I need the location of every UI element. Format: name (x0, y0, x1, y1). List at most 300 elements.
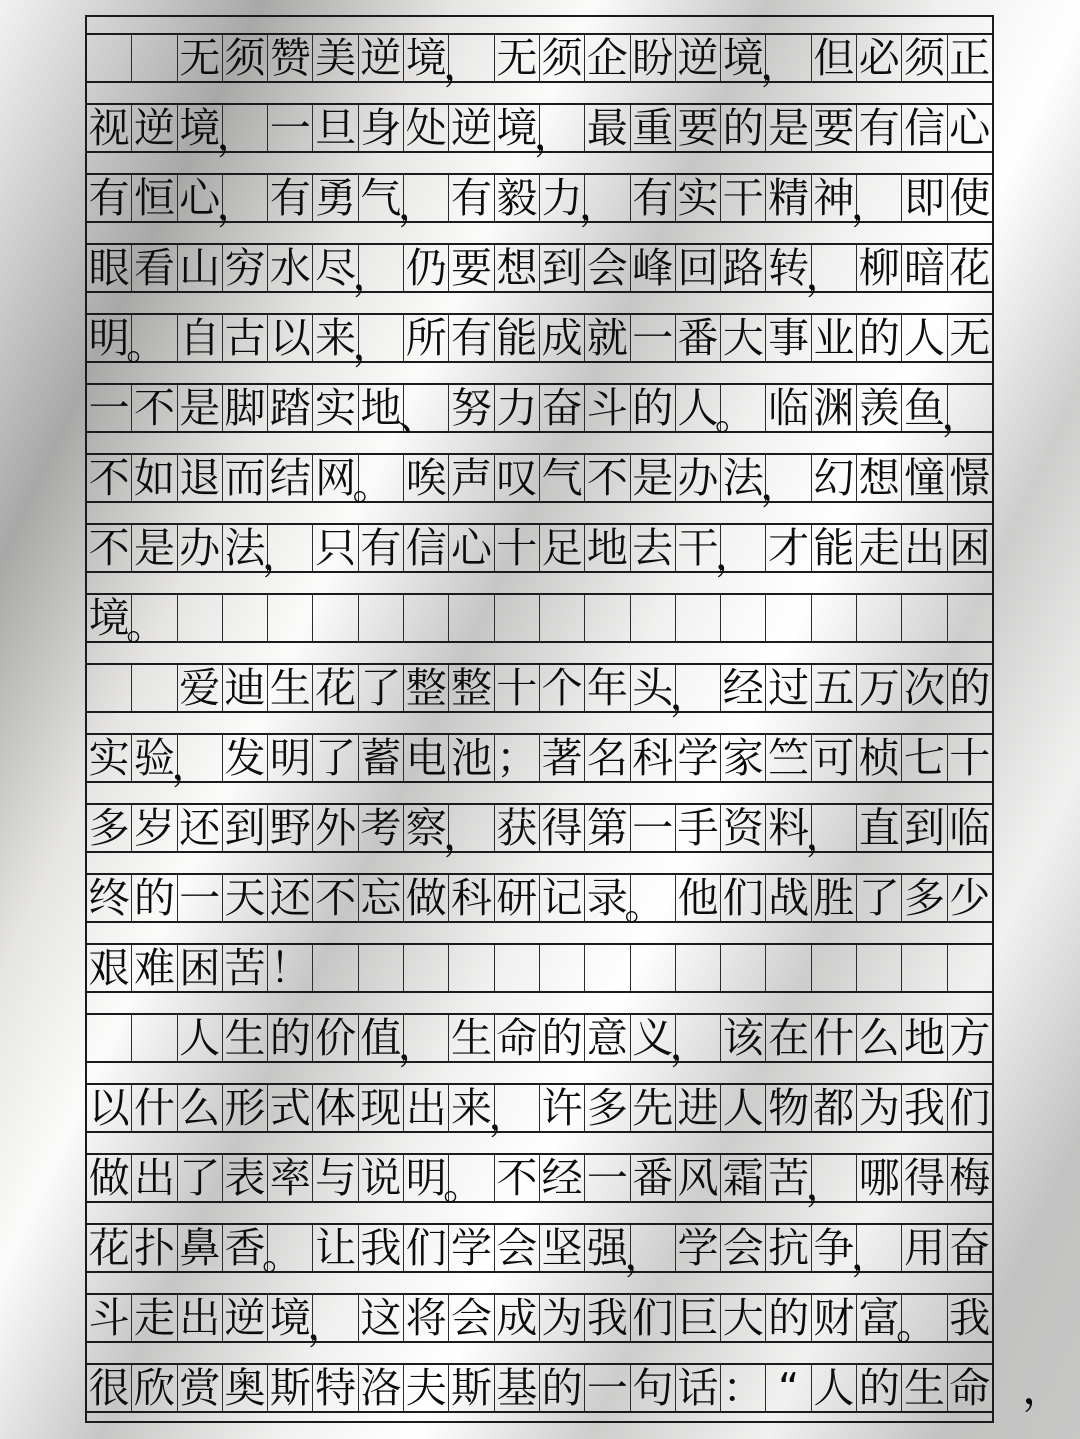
handwritten-character: 富 (858, 1294, 900, 1342)
grid-cell (397, 175, 449, 229)
handwritten-character: 斗 (586, 384, 628, 432)
handwritten-character: 池 (451, 734, 493, 782)
grid-cell (540, 455, 585, 501)
grid-cell (857, 945, 902, 991)
handwritten-character: 一 (632, 804, 674, 852)
grid-cell (812, 455, 857, 501)
grid-cell (404, 315, 449, 361)
grid-cell (261, 1225, 313, 1279)
grid-cell (766, 1015, 811, 1061)
handwritten-character: 旦 (315, 104, 357, 152)
grid-cell (495, 1365, 540, 1411)
handwritten-character: 信 (903, 104, 945, 152)
handwritten-character: ！ (269, 944, 311, 992)
grid-cell (449, 385, 494, 431)
handwritten-character: ， (578, 181, 620, 229)
grid-cell (449, 1225, 494, 1271)
grid-cell (495, 1015, 540, 1061)
handwritten-character: 不 (88, 454, 130, 502)
grid-cell (540, 245, 585, 291)
handwritten-character: 生 (903, 1364, 945, 1412)
grid-cell (676, 945, 721, 991)
handwritten-character: 句 (632, 1364, 674, 1412)
grid-cell (404, 1225, 449, 1271)
grid-cell (397, 1015, 449, 1069)
grid-cell (585, 1365, 630, 1411)
handwritten-character: 唉 (405, 454, 447, 502)
grid-cell (902, 1365, 947, 1411)
grid-cell (766, 1225, 811, 1271)
grid-cell (352, 455, 404, 509)
grid-cell (676, 175, 721, 221)
handwritten-character: 手 (677, 804, 719, 852)
handwritten-character: 不 (315, 874, 357, 922)
row-gap-band (87, 643, 992, 665)
handwritten-character: ， (352, 251, 394, 299)
handwritten-character: 抗 (768, 1224, 810, 1272)
handwritten-character: 境 (269, 1294, 311, 1342)
handwritten-character: 穷 (224, 244, 266, 292)
handwritten-character: 憬 (949, 454, 991, 502)
grid-cell (449, 595, 494, 641)
handwritten-character: 赏 (179, 1364, 221, 1412)
handwritten-character: 察 (405, 804, 447, 852)
handwritten-character: 们 (949, 1084, 991, 1132)
grid-cell (948, 175, 992, 221)
grid-cell (902, 525, 947, 571)
row-gap-band (87, 83, 992, 105)
grid-cell (631, 595, 676, 641)
grid-cell (87, 245, 132, 291)
grid-cell (766, 1085, 811, 1131)
handwritten-character: 逆 (224, 1294, 266, 1342)
handwritten-character: 这 (360, 1294, 402, 1342)
grid-cell (313, 1225, 358, 1271)
handwritten-character: 生 (451, 1014, 493, 1062)
handwritten-character: 得 (903, 1154, 945, 1202)
handwritten-character: 会 (722, 1224, 764, 1272)
grid-cell (359, 735, 404, 781)
handwritten-character: 风 (677, 1154, 719, 1202)
grid-cell (805, 245, 857, 299)
grid-cell (721, 735, 766, 781)
handwritten-character: 。 (125, 321, 167, 369)
handwritten-character: 科 (632, 734, 674, 782)
handwritten-character: 来 (315, 314, 357, 362)
grid-cell (585, 595, 630, 641)
handwritten-character: 到 (903, 804, 945, 852)
grid-cell (902, 1225, 947, 1271)
handwritten-character: 斯 (269, 1364, 311, 1412)
grid-cell (495, 1155, 540, 1201)
handwritten-character: 科 (451, 874, 493, 922)
grid-cell (178, 315, 223, 361)
grid-cell (313, 735, 358, 781)
composition-grid-paper (85, 15, 994, 1423)
handwritten-character: 巨 (677, 1294, 719, 1342)
handwritten-character: 香 (224, 1224, 266, 1272)
grid-cell (812, 385, 857, 431)
grid-cell (540, 1225, 585, 1271)
handwritten-character: 获 (496, 804, 538, 852)
grid-cell (721, 1225, 766, 1271)
grid-cell (449, 945, 494, 991)
grid-cell (676, 35, 721, 81)
handwritten-character: 地 (586, 524, 628, 572)
grid-cell (857, 35, 902, 81)
handwritten-character: 艰 (88, 944, 130, 992)
grid-cell (948, 945, 992, 991)
handwritten-character: 到 (541, 244, 583, 292)
grid-cell (766, 105, 811, 151)
grid-cell (624, 1225, 676, 1279)
handwritten-character: 什 (813, 1014, 855, 1062)
handwritten-character: 电 (405, 734, 447, 782)
grid-cell (223, 805, 268, 851)
handwritten-character: 成 (541, 314, 583, 362)
grid-cell (902, 875, 947, 921)
handwritten-character: 。 (443, 1161, 485, 1209)
handwritten-character: 料 (768, 804, 810, 852)
handwritten-character: 神 (813, 174, 855, 222)
grid-cell (449, 525, 494, 571)
handwritten-character: 很 (88, 1364, 130, 1412)
handwritten-character: ， (669, 671, 711, 719)
handwritten-character: 出 (405, 1084, 447, 1132)
handwritten-character: ， (216, 111, 258, 159)
grid-cell (812, 665, 857, 711)
grid-cell (495, 385, 540, 431)
handwritten-character: 使 (949, 174, 991, 222)
handwritten-character: 心 (949, 104, 991, 152)
grid-cell (223, 875, 268, 921)
handwritten-character: 是 (133, 524, 175, 572)
handwritten-character: 逆 (677, 34, 719, 82)
row-gap-band (87, 853, 992, 875)
handwritten-character: 幻 (813, 454, 855, 502)
handwritten-character: 的 (722, 104, 764, 152)
grid-cell (178, 945, 223, 991)
handwritten-character: 仍 (405, 244, 447, 292)
handwritten-character: 大 (722, 1294, 764, 1342)
grid-cell (948, 735, 992, 781)
grid-cell (223, 665, 268, 711)
handwritten-character: 了 (179, 1154, 221, 1202)
handwritten-character: 五 (813, 664, 855, 712)
text-row (87, 454, 992, 509)
grid-cell (223, 1155, 268, 1201)
grid-cell (132, 1085, 177, 1131)
grid-cell (223, 245, 268, 291)
handwritten-character: 一 (586, 1154, 628, 1202)
handwritten-character: 先 (632, 1084, 674, 1132)
text-row (87, 874, 992, 929)
handwritten-character: 气 (541, 454, 583, 502)
grid-cell (902, 1015, 947, 1061)
grid-cell (669, 665, 721, 719)
grid-cell (495, 735, 540, 781)
grid-cell (449, 875, 494, 921)
grid-cell (857, 805, 902, 851)
handwritten-character: 十 (496, 664, 538, 712)
grid-cell (631, 385, 676, 431)
handwritten-character: 了 (858, 874, 900, 922)
handwritten-character: 少 (949, 874, 991, 922)
grid-cell (87, 1085, 132, 1131)
grid-cell (676, 315, 721, 361)
handwritten-character: ， (805, 811, 847, 859)
grid-cell (223, 595, 268, 641)
grid-cell (313, 525, 358, 571)
grid-cell (857, 1155, 902, 1201)
handwritten-character: ， (171, 741, 213, 789)
grid-cell (721, 175, 766, 221)
handwritten-character: 逆 (360, 34, 402, 82)
grid-cell (540, 315, 585, 361)
handwritten-character: 以 (88, 1084, 130, 1132)
handwritten-character: 能 (813, 524, 855, 572)
handwritten-character: 羡 (858, 384, 900, 432)
handwritten-character: 迪 (224, 664, 266, 712)
handwritten-character: ， (533, 111, 575, 159)
grid-cell (313, 105, 358, 151)
grid-cell (857, 525, 902, 571)
handwritten-character: 声 (451, 454, 493, 502)
handwritten-character: 。 (714, 391, 756, 439)
handwritten-character: ， (397, 1021, 439, 1069)
grid-cell (585, 805, 630, 851)
handwritten-character: 胜 (813, 874, 855, 922)
handwritten-character: 花 (88, 1224, 130, 1272)
grid-cell (585, 1155, 630, 1201)
grid-cell (268, 1155, 313, 1201)
grid-cell (132, 1365, 177, 1411)
handwritten-character: 一 (179, 874, 221, 922)
handwritten-character: 憧 (903, 454, 945, 502)
handwritten-character: 番 (677, 314, 719, 362)
grid-cell (132, 875, 177, 921)
handwritten-character: 气 (360, 174, 402, 222)
text-row (87, 1014, 992, 1069)
text-row (87, 244, 992, 299)
handwritten-character: ， (805, 251, 847, 299)
grid-top-margin-band (87, 17, 992, 35)
handwritten-character: 做 (88, 1154, 130, 1202)
handwritten-character: 正 (949, 34, 991, 82)
grid-cell (223, 945, 268, 991)
grid-cell (585, 105, 630, 151)
grid-cell (178, 1295, 223, 1341)
grid-cell (223, 1365, 268, 1411)
handwritten-character: 发 (224, 734, 266, 782)
grid-cell (676, 875, 721, 921)
grid-cell (359, 1225, 404, 1271)
handwritten-character: 名 (586, 734, 628, 782)
handwritten-character: 的 (541, 1014, 583, 1062)
handwritten-character: 竺 (768, 734, 810, 782)
grid-cell (948, 525, 992, 571)
grid-cell (585, 315, 630, 361)
grid-cell (857, 665, 902, 711)
grid-cell (132, 175, 177, 221)
grid-cell (540, 665, 585, 711)
handwritten-character: 十 (949, 734, 991, 782)
handwritten-character: 义 (632, 1014, 674, 1062)
grid-cell (359, 1365, 404, 1411)
grid-cell (87, 175, 132, 221)
handwritten-character: 七 (903, 734, 945, 782)
handwritten-character: 天 (224, 874, 266, 922)
grid-cell (812, 1085, 857, 1131)
handwritten-character: 十 (496, 524, 538, 572)
grid-cell (132, 245, 177, 291)
handwritten-character: ， (760, 41, 802, 89)
handwritten-character: ， (397, 181, 439, 229)
row-gap-band (87, 363, 992, 385)
handwritten-character: 一 (269, 104, 311, 152)
grid-cell (397, 385, 449, 439)
grid-cell (313, 875, 358, 921)
handwritten-character: 将 (405, 1294, 447, 1342)
grid-cell (948, 1015, 992, 1061)
grid-cell (857, 385, 902, 431)
grid-cell (721, 665, 766, 711)
handwritten-character: 人 (722, 1084, 764, 1132)
handwritten-character: 渊 (813, 384, 855, 432)
handwritten-character: 多 (586, 1084, 628, 1132)
grid-cell (766, 1365, 811, 1411)
grid-cell (268, 735, 313, 781)
grid-cell (449, 105, 494, 151)
handwritten-character: 的 (949, 664, 991, 712)
handwritten-character: 的 (858, 1364, 900, 1412)
handwritten-character: 命 (949, 1364, 991, 1412)
grid-cell (178, 1015, 223, 1061)
handwritten-character: ， (307, 1301, 349, 1349)
grid-cell (631, 175, 676, 221)
handwritten-character: 干 (722, 174, 764, 222)
handwritten-character: 必 (858, 34, 900, 82)
handwritten-character: 记 (541, 874, 583, 922)
handwritten-character: 想 (858, 454, 900, 502)
grid-cell (132, 1155, 177, 1201)
handwritten-character: 。 (261, 1231, 303, 1279)
handwritten-character: 我 (586, 1294, 628, 1342)
handwritten-character: 有 (451, 174, 493, 222)
grid-cell (313, 1015, 358, 1061)
handwritten-character: 整 (451, 664, 493, 712)
grid-cell (178, 1155, 223, 1201)
grid-cell (948, 595, 992, 641)
grid-cell (313, 665, 358, 711)
grid-cell (812, 595, 857, 641)
handwritten-character: 人 (903, 314, 945, 362)
grid-cell (449, 735, 494, 781)
handwritten-character: 直 (858, 804, 900, 852)
grid-cell (631, 945, 676, 991)
grid-cell (631, 315, 676, 361)
grid-cell (359, 805, 404, 851)
grid-cell (171, 735, 223, 789)
grid-cell (449, 665, 494, 711)
handwritten-character: 了 (315, 734, 357, 782)
handwritten-character: 以 (269, 314, 311, 362)
grid-cell (948, 1295, 992, 1341)
grid-cell (948, 245, 992, 291)
grid-cell (766, 385, 811, 431)
grid-cell (631, 1085, 676, 1131)
grid-cell (902, 315, 947, 361)
grid-cell (585, 525, 630, 571)
grid-cell (540, 35, 585, 81)
grid-cell (902, 945, 947, 991)
grid-cell (540, 525, 585, 571)
grid-cell (857, 455, 902, 501)
handwritten-character: 但 (813, 34, 855, 82)
grid-cell (268, 1015, 313, 1061)
grid-cell (721, 1365, 766, 1411)
handwritten-character: 多 (903, 874, 945, 922)
grid-cell (631, 525, 676, 571)
row-gap-band (87, 503, 992, 525)
handwritten-character: 了 (360, 664, 402, 712)
handwritten-character: 有 (632, 174, 674, 222)
row-gap-band (87, 433, 992, 455)
handwritten-character: 会 (496, 1224, 538, 1272)
handwritten-character: 最 (586, 104, 628, 152)
grid-cell (132, 945, 177, 991)
handwritten-character: 无 (949, 314, 991, 362)
handwritten-character: 力 (541, 174, 583, 222)
grid-cell (948, 35, 992, 81)
grid-cell (404, 665, 449, 711)
grid-cell (268, 1365, 313, 1411)
grid-cell (495, 525, 540, 571)
grid-cell (268, 945, 313, 991)
grid-cell (87, 875, 132, 921)
grid-cell (125, 595, 177, 649)
handwritten-character: 走 (133, 1294, 175, 1342)
handwritten-character: 水 (269, 244, 311, 292)
grid-cell (313, 595, 358, 641)
grid-cell (313, 1085, 358, 1131)
handwritten-character: 整 (405, 664, 447, 712)
grid-cell (404, 105, 449, 151)
grid-cell (132, 385, 177, 431)
grid-cell (495, 875, 540, 921)
row-gap-band (87, 1203, 992, 1225)
handwritten-character: 我 (949, 1294, 991, 1342)
grid-cell (449, 1365, 494, 1411)
grid-cell (585, 1295, 630, 1341)
grid-cell (87, 455, 132, 501)
handwritten-character: 争 (813, 1224, 855, 1272)
handwritten-character: 困 (949, 524, 991, 572)
handwritten-character: 话 (677, 1364, 719, 1412)
handwritten-character: 柳 (858, 244, 900, 292)
grid-cell (721, 1085, 766, 1131)
handwritten-character: ， (714, 531, 756, 579)
handwritten-character: 须 (224, 34, 266, 82)
handwritten-character: 不 (586, 454, 628, 502)
handwritten-character: 暗 (903, 244, 945, 292)
grid-cell (268, 1085, 313, 1131)
handwritten-character: 。 (352, 461, 394, 509)
grid-cell (268, 665, 313, 711)
handwritten-character: 价 (315, 1014, 357, 1062)
text-row (87, 945, 992, 993)
handwritten-character: 该 (722, 1014, 764, 1062)
